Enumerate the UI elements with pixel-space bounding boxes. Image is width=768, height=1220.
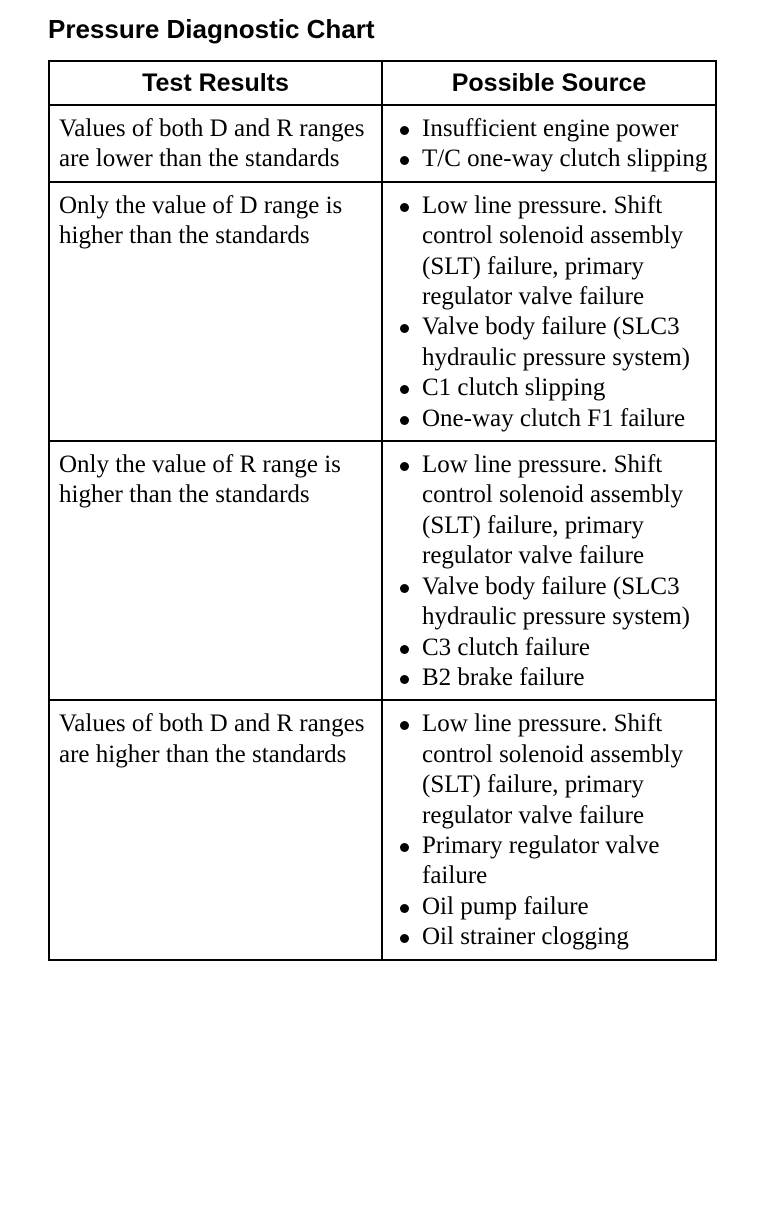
source-item — [396, 404, 709, 434]
source-item — [396, 114, 709, 144]
source-text: Valve body failure (SLC3 hydraulic pressure system) — [422, 572, 690, 631]
source-text: T/C one-way clutch slipping — [422, 145, 708, 173]
source-list — [383, 442, 715, 699]
source-text: Oil pump failure — [422, 892, 589, 920]
source-item — [396, 663, 709, 693]
source-text: Low line pressure. Shift control solenoid assembly (SLT) failure, primary regulator valve failure — [422, 451, 684, 570]
source-item — [396, 312, 709, 373]
source-item — [396, 922, 709, 952]
test-result-cell — [49, 105, 382, 182]
source-list — [383, 106, 715, 181]
source-text: Low line pressure. Shift control solenoid assembly (SLT) failure, primary regulator valve failure — [422, 710, 684, 829]
table-row — [49, 105, 716, 182]
source-item — [396, 450, 709, 572]
header-test-results: Test Results — [49, 61, 382, 105]
header-possible-source: Possible Source — [382, 61, 716, 105]
test-result-cell — [49, 441, 382, 700]
possible-source-cell — [382, 182, 716, 441]
source-text: B2 brake failure — [422, 663, 585, 691]
source-text: Valve body failure (SLC3 hydraulic pressure system) — [422, 313, 690, 371]
source-item — [396, 892, 709, 922]
source-list — [383, 701, 715, 958]
source-text: Primary regulator valve failure — [422, 831, 660, 890]
test-result-text: Values of both D and R ranges are higher than the standards — [59, 710, 365, 768]
source-item — [396, 144, 709, 174]
source-item — [396, 831, 709, 892]
table-row — [49, 700, 716, 959]
header-row — [49, 61, 716, 105]
test-result-text: Only the value of D range is higher than the standards — [59, 191, 343, 250]
test-result-cell — [49, 700, 382, 959]
test-result-text: Only the value of R range is higher than the standards — [59, 451, 341, 509]
pressure-diagnostic-table — [48, 60, 717, 961]
source-text: C3 clutch failure — [422, 633, 590, 661]
possible-source-cell — [382, 441, 716, 700]
source-item — [396, 373, 709, 403]
test-result-text: Values of both D and R ranges are lower than the standards — [59, 115, 365, 173]
source-text: C1 clutch slipping — [422, 374, 606, 402]
possible-source-cell — [382, 105, 716, 182]
table-row — [49, 441, 716, 700]
source-item — [396, 709, 709, 831]
page-title: Pressure Diagnostic Chart — [48, 14, 375, 44]
source-text: One-way clutch F1 failure — [422, 404, 686, 432]
test-result-cell — [49, 182, 382, 441]
source-text: Insufficient engine power — [422, 115, 679, 142]
source-item — [396, 572, 709, 633]
source-text: Oil strainer clogging — [422, 923, 629, 951]
possible-source-cell — [382, 700, 716, 959]
source-text: Low line pressure. Shift control solenoid assembly (SLT) failure, primary regulator valve failure — [422, 191, 684, 311]
source-list — [383, 183, 715, 440]
source-item — [396, 191, 709, 313]
source-item — [396, 633, 709, 663]
table-row — [49, 182, 716, 441]
